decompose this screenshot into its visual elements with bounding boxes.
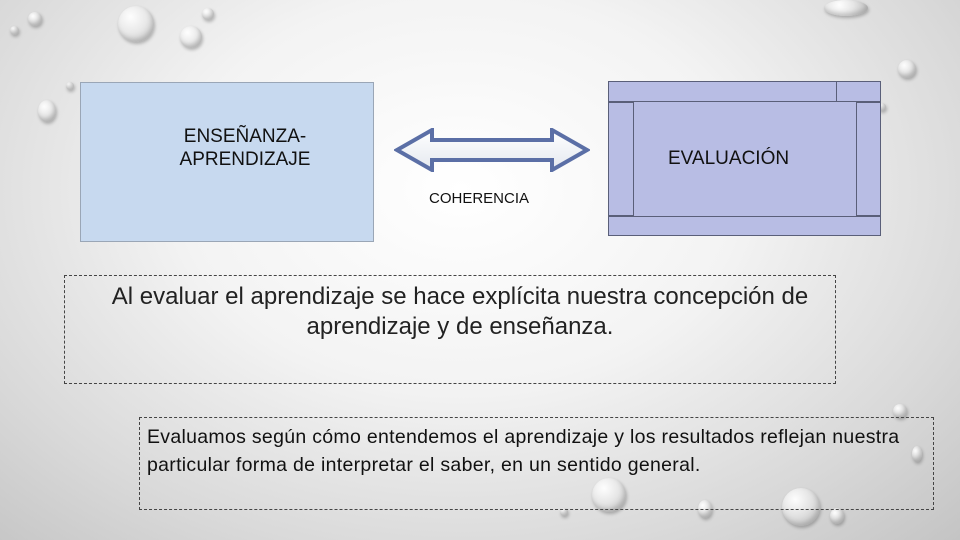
water-drop-decoration (28, 12, 42, 26)
water-drop-decoration (10, 26, 19, 35)
evaluation-box-left-band (608, 102, 634, 216)
water-drop-decoration (824, 0, 868, 16)
double-arrow-icon (394, 128, 590, 172)
primary-statement: Al evaluar el aprendizaje se hace explícita nuestra concepción de aprendizaje y de enseñanza. (111, 283, 809, 340)
evaluation-box-corner (836, 81, 881, 102)
coherence-label: COHERENCIA (429, 190, 530, 207)
secondary-statement: Evaluamos según cómo entendemos el aprendizaje y los resultados reflejan nuestra particular forma de interpretar el saber, en un sentido general. (147, 426, 900, 476)
teaching-learning-label: ENSEÑANZA- APRENDIZAJE (179, 126, 311, 170)
water-drop-decoration (118, 6, 154, 42)
water-drop-decoration (898, 60, 916, 78)
water-drop-decoration (180, 26, 202, 48)
evaluation-label: EVALUACIÓN (668, 148, 790, 169)
water-drop-decoration (66, 82, 74, 90)
water-drop-decoration (38, 100, 56, 122)
water-drop-decoration (893, 404, 907, 418)
water-drop-decoration (830, 508, 844, 524)
evaluation-box-right-band (856, 102, 881, 216)
evaluation-box-bottom-band (608, 216, 881, 236)
water-drop-decoration (202, 8, 214, 20)
